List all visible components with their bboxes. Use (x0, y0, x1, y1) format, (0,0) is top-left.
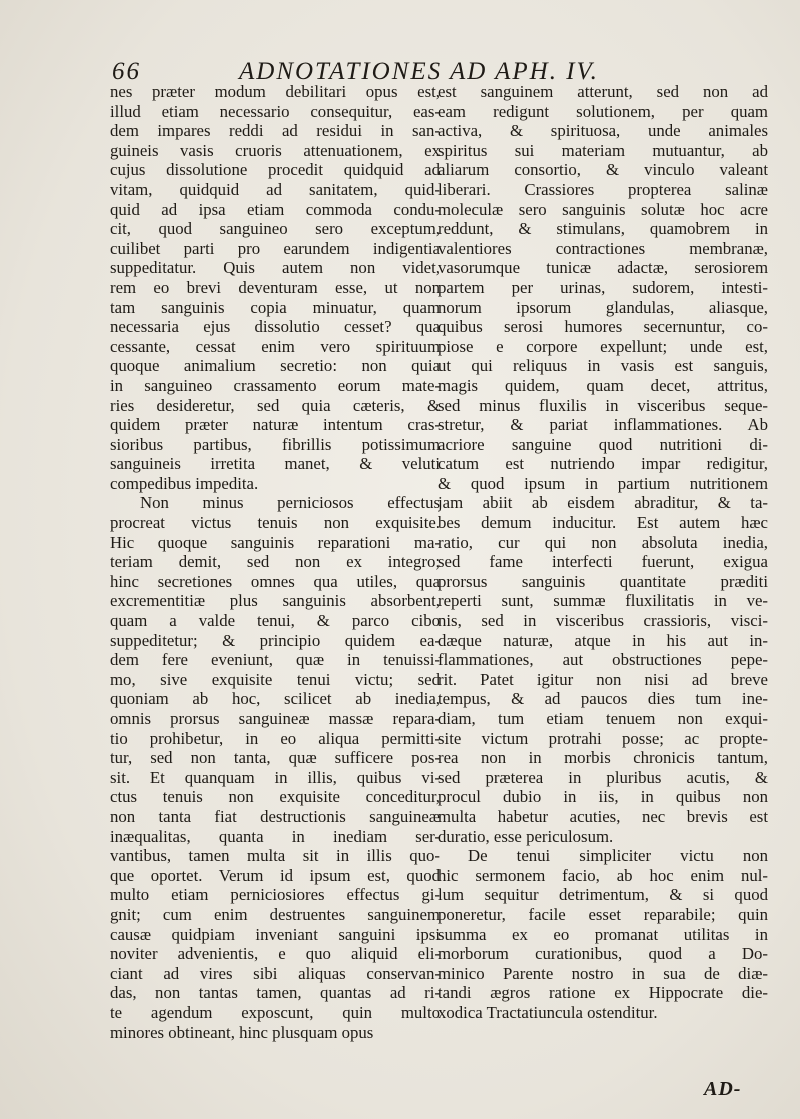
text-line: minores obtineant, hinc plusquam opus (110, 1022, 374, 1042)
text-line: acriore sanguine quod nutritioni di- (438, 434, 768, 454)
text-line: ratio, cur qui non absoluta inedia, (438, 532, 768, 552)
text-line: spiritus sui materiam mutuantur, ab (438, 140, 768, 160)
text-line: dem fere eveniunt, quæ in tenuissi- (110, 650, 440, 670)
text-line: vitam, quidquid ad sanitatem, quid- (110, 179, 440, 199)
text-line: vasorumque tunicæ adactæ, serosiorem (438, 258, 768, 278)
text-line: das, non tantas tamen, quantas ad ri- (110, 983, 440, 1003)
text-line: valentiores contractiones membranæ, (438, 238, 768, 258)
text-line: vantibus, tamen multa sit in illis quo- (110, 846, 440, 866)
page-number: 66 (112, 58, 141, 85)
text-line: piose e corpore expellunt; unde est, (438, 336, 768, 356)
text-line: poneretur, facile esset reparabile; quin (438, 904, 768, 924)
text-line: ut qui reliquus in vasis est sanguis, (438, 356, 768, 376)
text-line: Non minus perniciosos effectus (140, 493, 440, 513)
text-line: nes præter modum debilitari opus est, (110, 82, 440, 101)
text-line: sed minus fluxilis in visceribus seque- (438, 395, 768, 415)
text-line: sit. Et quanquam in illis, quibus vi- (110, 767, 440, 787)
text-line: quam a valde tenui, & parco cibo (110, 611, 440, 631)
text-line: magis quidem, quam decet, attritus, (438, 375, 768, 395)
text-line: multo etiam perniciosiores effectus gi- (110, 885, 440, 905)
text-line: bes demum inducitur. Est autem hæc (438, 513, 768, 533)
text-line: noviter advenientis, e quo aliquid eli- (110, 944, 440, 964)
text-line: cit, quod sanguineo sero exceptum, (110, 219, 440, 239)
text-line: ciant ad vires sibi aliquas conservan- (110, 963, 440, 983)
text-line: excrementitiæ plus sanguinis absorbent, (110, 591, 440, 611)
text-line: sed præterea in pluribus acutis, & (438, 767, 768, 787)
running-head: ADNOTATIONES AD APH. IV. (239, 58, 599, 85)
text-line: quoque animalium secretio: non quia (110, 356, 440, 376)
text-line: quid ad ipsa etiam commoda condu- (110, 199, 440, 219)
text-line: dem impares reddi ad residui in san- (110, 121, 440, 141)
text-line: tio prohibetur, in eo aliqua permitti- (110, 728, 440, 748)
text-line: morborum curationibus, quod a Do- (438, 944, 768, 964)
text-line: procul dubio in iis, in quibus non (438, 787, 768, 807)
text-line: reperti sunt, summæ fluxilitatis in ve- (438, 591, 768, 611)
text-line: rea non in morbis chronicis tantum, (438, 748, 768, 768)
text-line: necessaria ejus dissolutio cesset? qua (110, 317, 440, 337)
text-line: norum ipsorum glandulas, aliasque, (438, 297, 768, 317)
text-line: causæ quidpiam inveniant sanguini ipsi (110, 924, 440, 944)
text-line: tempus, & ad paucos dies tum ine- (438, 689, 768, 709)
text-line: est sanguinem atterunt, sed non ad (438, 82, 768, 101)
text-line: compedibus impedita. (110, 473, 259, 493)
text-line: lum sequitur detrimentum, & si quod (438, 885, 768, 905)
text-line: suppeditetur; & principio quidem ea- (110, 630, 440, 650)
text-line: multa habetur acuties, nec brevis est (438, 806, 768, 826)
left-column (110, 82, 440, 1042)
text-line: rem eo brevi deventuram esse, ut non (110, 277, 440, 297)
text-line: moleculæ sero sanguinis solutæ hoc acre (438, 199, 768, 219)
text-line: sioribus partibus, fibrillis potissimum (110, 434, 440, 454)
text-line: Hic quoque sanguinis reparationi ma- (110, 532, 440, 552)
text-line: cessante, cessat enim vero spirituum (110, 336, 440, 356)
text-line: quoniam ab hoc, scilicet ab inedia, (110, 689, 440, 709)
text-line: procreat victus tenuis non exquisite. (110, 513, 440, 533)
text-line: hic sermonem facio, ab hoc enim nul- (438, 865, 768, 885)
text-line: gnit; cum enim destruentes sanguinem (110, 904, 440, 924)
text-line: eam redigunt solutionem, per quam (438, 101, 768, 121)
text-line: quibus serosi humores secernuntur, co- (438, 317, 768, 337)
text-line: non tanta fiat destructionis sanguineæ (110, 806, 440, 826)
text-line: nis, sed in visceribus crassioris, visci- (438, 611, 768, 631)
text-line: teriam demit, sed non ex integro; (110, 552, 440, 572)
right-column (438, 82, 768, 1023)
text-line: tur, sed non tanta, quæ sufficere pos- (110, 748, 440, 768)
text-line: omnis prorsus sanguineæ massæ repara- (110, 709, 440, 728)
text-line: quidem præter naturæ intentum cras- (110, 415, 440, 435)
text-line: De tenui simpliciter victu non (468, 846, 768, 866)
text-line: sed fame interfecti fuerunt, exigua (438, 552, 768, 572)
text-line: partem per urinas, sudorem, intesti- (438, 277, 768, 297)
text-line: inæqualitas, quanta in inediam ser- (110, 826, 440, 846)
text-line: aliarum consortio, & vinculo valeant (438, 160, 768, 180)
text-line: diam, tum etiam tenuem non exqui- (438, 709, 768, 728)
text-line: jam abiit ab eisdem abraditur, & ta- (438, 493, 768, 513)
text-line: & quod ipsum in partium nutritionem (438, 473, 768, 493)
text-line: flammationes, aut obstructiones pepe- (438, 650, 768, 670)
text-line: hinc secretiones omnes qua utiles, qua (110, 571, 440, 591)
text-line: summa ex eo promanat utilitas in (438, 924, 768, 944)
text-line: stretur, & pariat inflammationes. Ab (438, 415, 768, 435)
text-line: liberari. Crassiores propterea salinæ (438, 179, 768, 199)
text-line: suppeditatur. Quis autem non videt, (110, 258, 440, 278)
text-line: activa, & spirituosa, unde animales (438, 121, 768, 141)
text-line: guineis vasis cruoris attenuationem, ex (110, 140, 440, 160)
text-line: site victum protrahi posse; ac propte- (438, 728, 768, 748)
text-line: cujus dissolutione procedit quidquid ad (110, 160, 440, 180)
text-line: prorsus sanguinis quantitate præditi (438, 571, 768, 591)
text-line: sanguineis irretita manet, & veluti (110, 454, 440, 474)
text-line: dæque naturæ, atque in his aut in- (438, 630, 768, 650)
text-line: que oportet. Verum id ipsum est, quod (110, 865, 440, 885)
text-line: minico Parente nostro in sua de diæ- (438, 963, 768, 983)
catchword: AD- (704, 1078, 742, 1100)
text-line: ries desideretur, sed quia cæteris, & (110, 395, 440, 415)
text-line: tandi ægros ratione ex Hippocrate die- (438, 983, 768, 1003)
text-line: catum est nutriendo impar redigitur, (438, 454, 768, 474)
text-line: duratio, esse periculosum. (438, 826, 614, 846)
text-line: tam sanguinis copia minuatur, quam (110, 297, 440, 317)
text-line: in sanguineo crassamento eorum mate- (110, 375, 440, 395)
text-line: cuilibet parti pro earundem indigentia (110, 238, 440, 258)
text-line: rit. Patet igitur non nisi ad breve (438, 669, 768, 689)
text-line: illud etiam necessario consequitur, eas- (110, 101, 440, 121)
text-line: xodica Tractatiuncula ostenditur. (438, 1002, 658, 1022)
text-line: ctus tenuis non exquisite conceditur, (110, 787, 440, 807)
text-line: reddunt, & stimulans, quamobrem in (438, 219, 768, 239)
text-line: te agendum exposcunt, quin multo (110, 1002, 440, 1022)
text-line: mo, sive exquisite tenui victu; sed (110, 669, 440, 689)
